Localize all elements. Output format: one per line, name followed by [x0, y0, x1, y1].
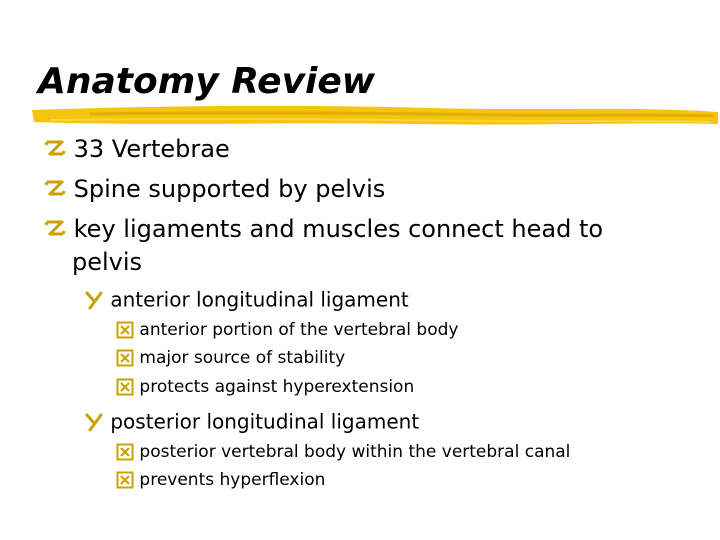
y-bullet-icon: [84, 290, 104, 310]
bullet-item: [44, 174, 385, 203]
z-bullet-icon: [44, 178, 66, 200]
slide-title: Anatomy Review: [38, 61, 376, 102]
x-box-bullet-icon: [116, 471, 134, 489]
detail-text: protects against hyperextension: [139, 377, 415, 397]
detail-text: posterior vertebral body within the vertebral canal: [139, 442, 571, 462]
sub-bullet-item: [84, 408, 419, 434]
title-underline-brushstroke: [30, 100, 720, 134]
bullet-text: 33 Vertebrae: [73, 135, 230, 163]
sub-bullet-text: posterior longitudinal ligament: [110, 409, 420, 434]
bullet-continuation: pelvis: [72, 248, 143, 276]
detail-item: [116, 376, 414, 398]
detail-item: [116, 469, 325, 491]
detail-item: [116, 441, 570, 463]
z-bullet-icon: [44, 218, 66, 240]
y-bullet-icon: [84, 412, 104, 432]
z-bullet-icon: [44, 138, 66, 160]
x-box-bullet-icon: [116, 443, 134, 461]
bullet-text: key ligaments and muscles connect head to: [73, 215, 604, 243]
bullet-item: [44, 214, 603, 243]
detail-text: anterior portion of the vertebral body: [139, 320, 459, 340]
x-box-bullet-icon: [116, 349, 134, 367]
sub-bullet-text: anterior longitudinal ligament: [110, 287, 409, 312]
detail-text: prevents hyperflexion: [139, 470, 326, 490]
x-box-bullet-icon: [116, 321, 134, 339]
bullet-item: [44, 134, 230, 163]
detail-text: major source of stability: [139, 348, 346, 368]
bullet-text: Spine supported by pelvis: [73, 175, 386, 203]
x-box-bullet-icon: [116, 378, 134, 396]
sub-bullet-item: [84, 286, 409, 312]
detail-item: [116, 347, 345, 369]
detail-item: [116, 319, 458, 341]
